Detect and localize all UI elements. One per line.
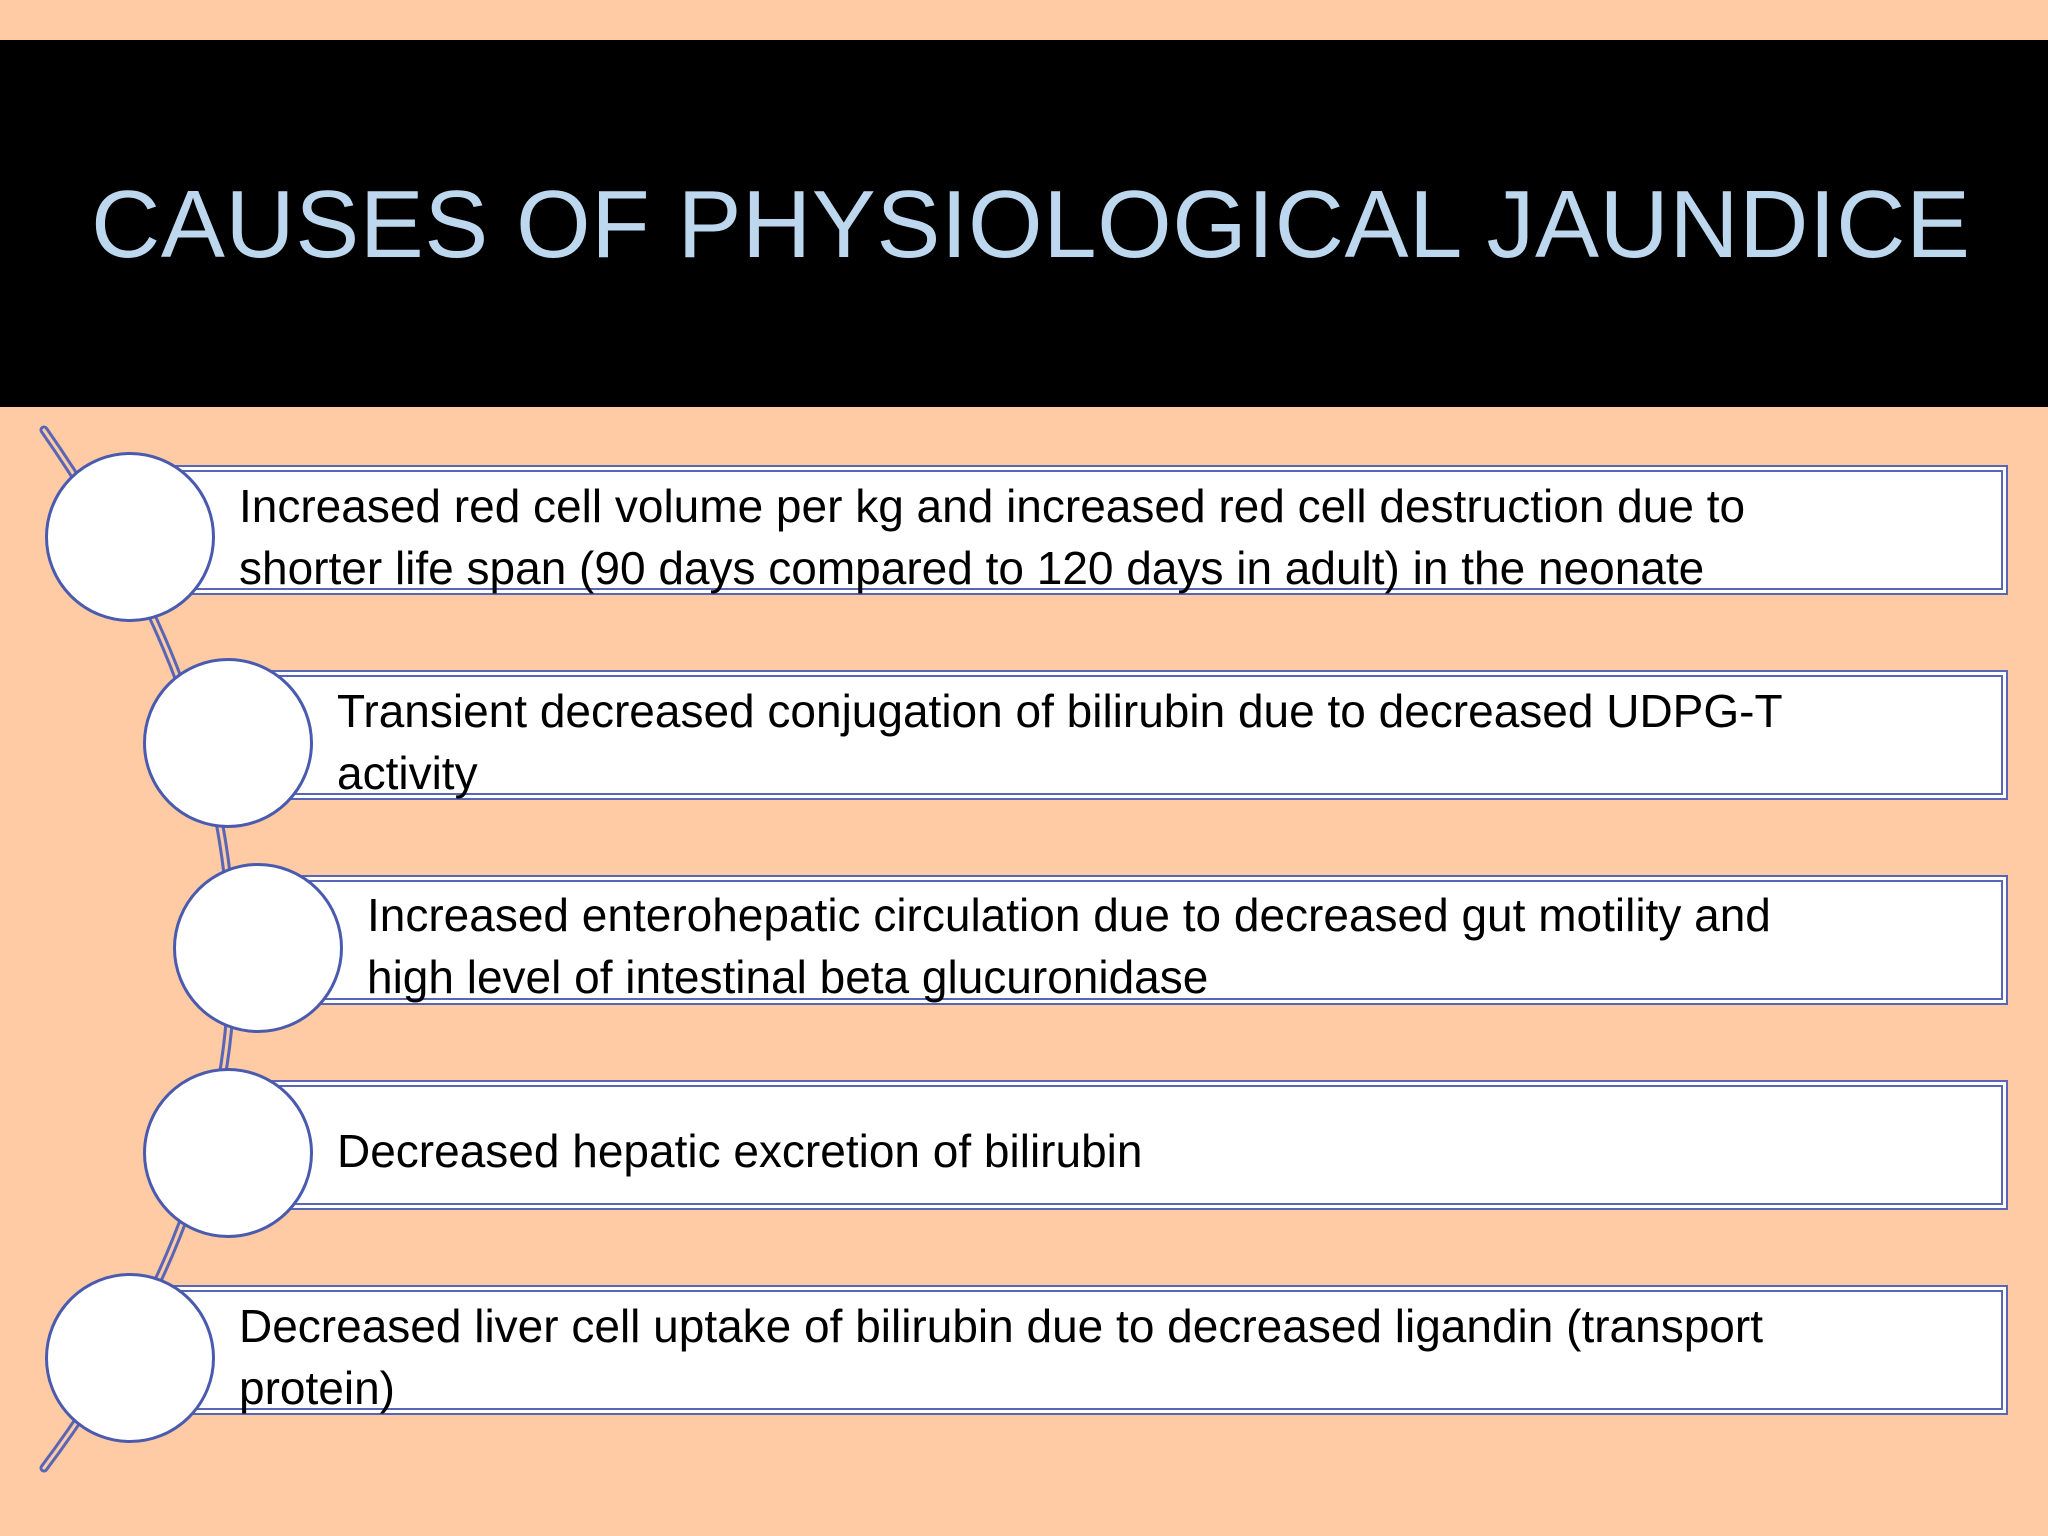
slide-title: CAUSES OF PHYSIOLOGICAL JAUNDICE (91, 171, 1971, 278)
list-item-circle (45, 1273, 215, 1443)
list-item-circle (143, 658, 313, 828)
list-item-line: Decreased hepatic excretion of bilirubin (337, 1125, 1143, 1177)
list-item-line: shorter life span (90 days compared to 120 days in adult) in the neonate (239, 542, 1705, 594)
list-item-line: activity (337, 747, 478, 799)
list-item-line: protein) (239, 1362, 395, 1414)
list-item-line: Decreased liver cell uptake of bilirubin due to decreased ligandin (transport (239, 1300, 1763, 1352)
list-item-line: Increased red cell volume per kg and increased red cell destruction due to (239, 480, 1746, 532)
list-item-circle (143, 1068, 313, 1238)
list-item-circle (173, 863, 343, 1033)
list-item-line: Increased enterohepatic circulation due to decreased gut motility and (367, 889, 1771, 941)
list-item-line: Transient decreased conjugation of bilirubin due to decreased UDPG-T (337, 685, 1783, 737)
list-item-circle (45, 452, 215, 622)
list-item-line: high level of intestinal beta glucuronidase (367, 951, 1209, 1003)
